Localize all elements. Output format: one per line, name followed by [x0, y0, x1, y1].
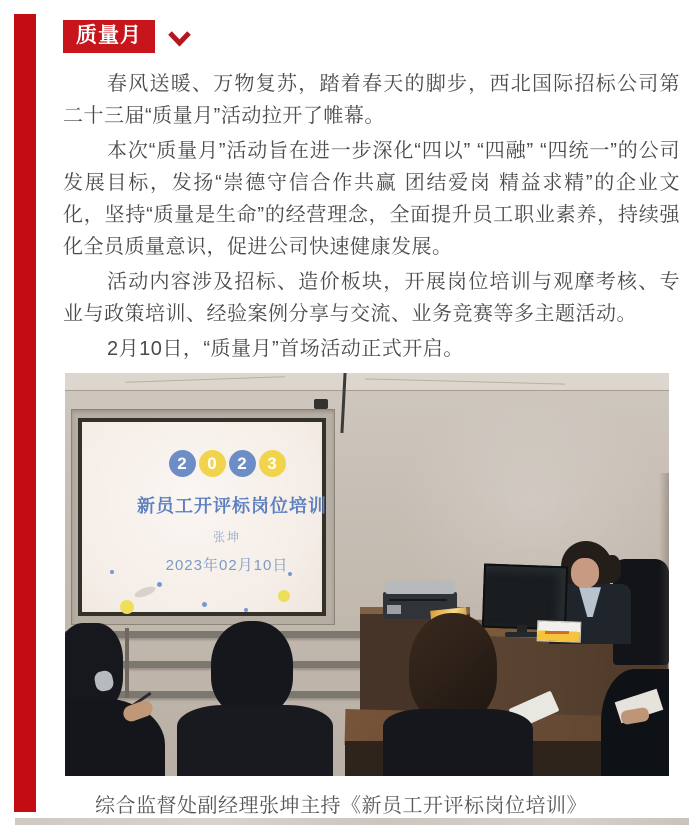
year-digit: 0: [199, 450, 226, 477]
printer-panel: [387, 605, 401, 614]
slide-year: [137, 450, 317, 477]
printer-lid: [385, 581, 455, 594]
section-header: [63, 20, 680, 53]
paragraph-3: 活动内容涉及招标、造价板块，开展岗位培训与观摩考核、专业与政策培训、经验案例分享与交流、业务竞赛等多主题活动。: [63, 271, 680, 326]
desk-name-card-text: [545, 631, 569, 634]
photo-caption: 综合监督处副经理张坤主持《新员工开评标岗位培训》: [95, 795, 587, 818]
radiator-post: [125, 628, 129, 698]
paragraph-4: 2月10日，“质量月”首场活动正式开启。: [107, 338, 464, 361]
article-content: [63, 20, 680, 822]
confetti-dot: [120, 600, 134, 614]
next-photo-edge: [15, 818, 689, 825]
year-digit: 3: [259, 450, 286, 477]
paragraph-2: 本次“质量月”活动旨在进一步深化“四以” “四融” “四统一”的公司发展目标，发扬“崇德守信合作共赢 团结爱岗 精益求精”的企业文化，坚持“质量是生命”的经营理念，全面提升员工职业素养，持续强化全员质量意识，促进公司快速健康发展。: [63, 140, 680, 259]
audience-member-body: [383, 709, 533, 776]
audience-member-body: [177, 705, 333, 776]
slide-presenter-name: 张坤: [212, 530, 241, 545]
audience-member-head: [211, 621, 293, 715]
printer-slot: [389, 599, 447, 601]
section-badge: 质量月: [63, 20, 155, 53]
year-digit: 2: [229, 450, 256, 477]
chevron-down-icon: [166, 29, 193, 48]
photo-training-session: [65, 373, 669, 776]
slide-title: 新员工开评标岗位培训: [137, 496, 327, 517]
confetti-dot: [110, 570, 114, 574]
ceiling: [65, 373, 669, 391]
slide-date: 2023年02月10日: [165, 557, 289, 575]
year-digit: 2: [169, 450, 196, 477]
left-accent-bar: [14, 14, 36, 812]
presenter-face: [571, 558, 599, 588]
audience-member-head: [409, 613, 497, 723]
screen-bracket: [314, 399, 328, 409]
slide-content: [137, 450, 327, 610]
paragraph-1: 春风送暖、万物复苏，踏着春天的脚步，西北国际招标公司第二十三届“质量月”活动拉开了帷幕。: [63, 73, 680, 128]
